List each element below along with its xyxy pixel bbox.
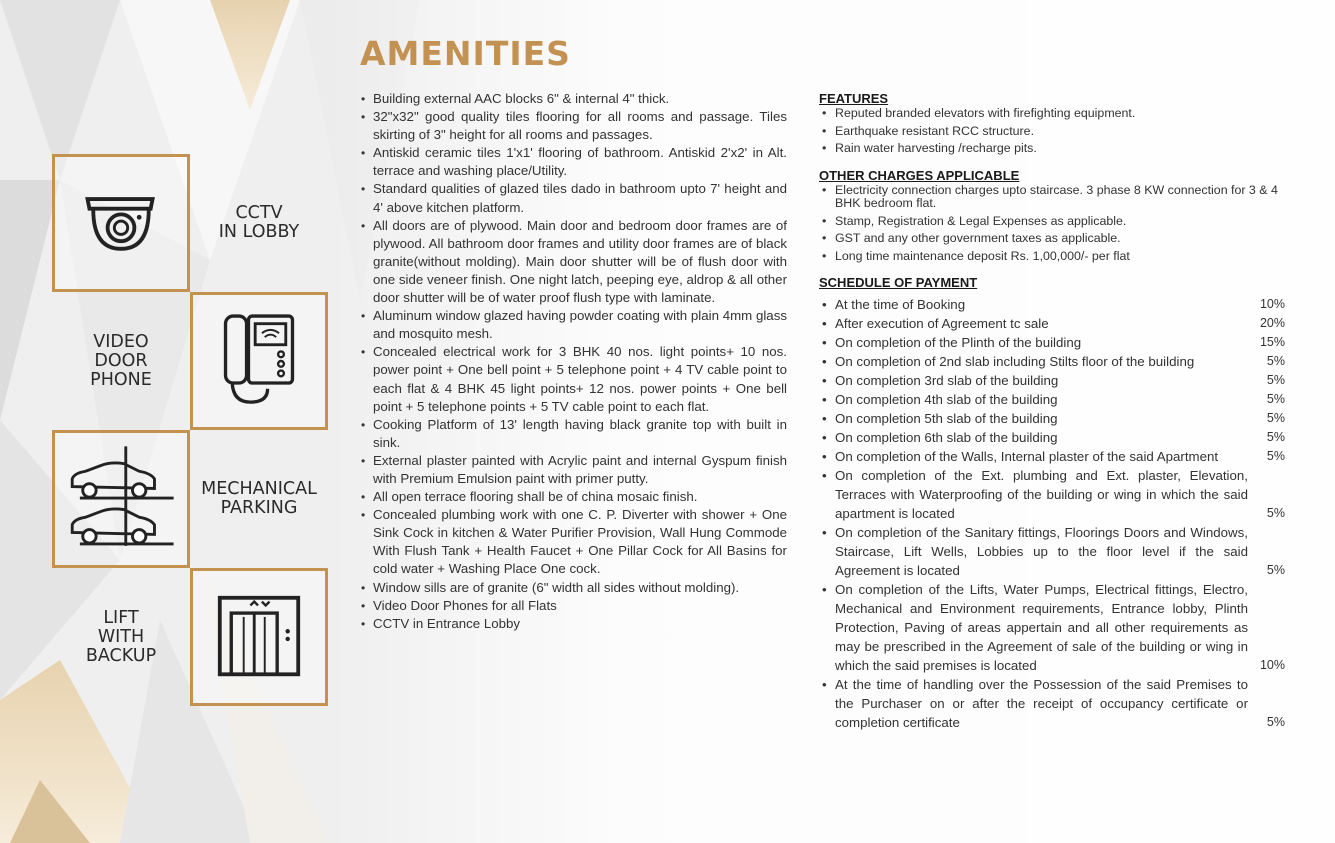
payment-row bbox=[819, 352, 1285, 371]
amenity-item: • Standard qualities of glazed tiles dado in bathroom upto 7' height and 4' above kitchen platform. bbox=[361, 180, 787, 216]
right-column bbox=[819, 91, 1285, 732]
charge-item: • Long time maintenance deposit Rs. 1,00,000/- per flat bbox=[819, 250, 1285, 264]
amenities-list bbox=[361, 90, 787, 633]
charge-item: • Stamp, Registration & Legal Expenses as applicable. bbox=[819, 215, 1285, 229]
payment-stage: • On completion of 2nd slab including Stilts floor of the building bbox=[835, 354, 1195, 369]
payment-stage: • On completion of the Walls, Internal plaster of the said Apartment bbox=[835, 449, 1219, 464]
payment-row bbox=[819, 333, 1285, 352]
video-door-phone-icon bbox=[193, 295, 325, 427]
payment-stage: • On completion of the Plinth of the building bbox=[835, 335, 1082, 350]
tile-label-video-door-phone: VIDEO DOOR PHONE bbox=[90, 331, 152, 390]
payment-schedule-heading: SCHEDULE OF PAYMENT bbox=[819, 275, 978, 290]
page-title: AMENITIES bbox=[360, 34, 571, 73]
mechanical-parking-tile bbox=[52, 430, 190, 568]
tile-label-cctv: CCTV IN LOBBY bbox=[218, 203, 300, 242]
cctv-tile bbox=[52, 154, 190, 292]
payment-row bbox=[819, 314, 1285, 333]
payment-percent: 20% bbox=[1259, 316, 1285, 330]
cctv-camera-icon bbox=[55, 157, 187, 289]
amenity-item: • External plaster painted with Acrylic paint and internal Gyspum finish with Premium Emulsion paint with primer putty. bbox=[361, 452, 787, 488]
amenity-item: • Aluminum window glazed having powder coating with plain 4mm glass and mosquito mesh. bbox=[361, 307, 787, 343]
payment-stage: • On completion 4th slab of the building bbox=[835, 392, 1058, 407]
payment-percent: 5% bbox=[1266, 506, 1285, 520]
amenity-item: • Antiskid ceramic tiles 1'x1' flooring of bathroom. Antiskid 2'x2' in Alt. terrace and washing place/Utility. bbox=[361, 144, 787, 180]
payment-percent: 5% bbox=[1266, 392, 1285, 406]
video-door-phone-tile bbox=[190, 292, 328, 430]
features-list bbox=[819, 107, 1285, 156]
payment-row bbox=[819, 371, 1285, 390]
other-charges-list bbox=[819, 184, 1285, 264]
payment-row bbox=[819, 390, 1285, 409]
payment-percent: 10% bbox=[1259, 658, 1285, 672]
payment-percent: 15% bbox=[1259, 335, 1285, 349]
payment-row bbox=[819, 428, 1285, 447]
amenity-item: • Building external AAC blocks 6" & internal 4" thick. bbox=[361, 90, 787, 108]
amenity-item: • Cooking Platform of 13' length having black granite top with built in sink. bbox=[361, 416, 787, 452]
payment-row bbox=[819, 409, 1285, 428]
payment-stage: • On completion of the Sanitary fittings, Floorings Doors and Windows, Staircase, Lift Wells, Lobbies up to the floor level if the said Agreement is located bbox=[835, 525, 1248, 578]
amenity-item: • Video Door Phones for all Flats bbox=[361, 597, 787, 615]
lift-tile bbox=[190, 568, 328, 706]
payment-percent: 5% bbox=[1266, 354, 1285, 368]
other-charges-heading: OTHER CHARGES APPLICABLE bbox=[819, 167, 1020, 183]
elevator-icon bbox=[193, 571, 325, 703]
amenity-item: • Window sills are of granite (6" width all sides without molding). bbox=[361, 579, 787, 597]
feature-item: • Reputed branded elevators with firefighting equipment. bbox=[819, 107, 1285, 121]
video-door-phone-label-tile bbox=[52, 292, 190, 430]
payment-stage: • On completion of the Ext. plumbing and Ext. plaster, Elevation, Terraces with Waterproofing of the building or wing in which the said apartment is located bbox=[835, 468, 1248, 521]
payment-stage: • After execution of Agreement tc sale bbox=[835, 316, 1049, 331]
payment-stage: • On completion 6th slab of the building bbox=[835, 430, 1058, 445]
payment-percent: 5% bbox=[1266, 411, 1285, 425]
payment-percent: 5% bbox=[1266, 430, 1285, 444]
charge-item: • GST and any other government taxes as applicable. bbox=[819, 232, 1285, 246]
amenity-item: • All doors are of plywood. Main door and bedroom door frames are of plywood. All bathroom door frames and utility door frames are of black granite(without molding). Main door shutter will be of flush door with one side veneer finish. One night latch, peeping eye, aldrop & all other door shutter will be of water proof flush type with laminate. bbox=[361, 217, 787, 307]
payment-stage: • On completion 5th slab of the building bbox=[835, 411, 1058, 426]
car-parking-icon bbox=[55, 433, 187, 565]
payment-row bbox=[819, 295, 1285, 314]
payment-row bbox=[819, 523, 1285, 580]
charge-item: • Electricity connection charges upto staircase. 3 phase 8 KW connection for 3 & 4 BHK bedroom flat. bbox=[819, 184, 1285, 211]
payment-stage: • On completion 3rd slab of the building bbox=[835, 373, 1059, 388]
feature-item: • Rain water harvesting /recharge pits. bbox=[819, 142, 1285, 156]
mechanical-parking-label-tile bbox=[190, 430, 328, 568]
amenity-item: • Concealed plumbing work with one C. P. Diverter with shower + One Sink Cock in kitchen & Water Purifier Provision, Wall Hung Commode With Flush Tank + Health Faucet + One Pillar Cock for All Basins for cold water + Washing Place One cock. bbox=[361, 506, 787, 578]
lift-label-tile bbox=[52, 568, 190, 706]
payment-row bbox=[819, 580, 1285, 675]
payment-stage: • At the time of Booking bbox=[835, 297, 966, 312]
payment-row bbox=[819, 466, 1285, 523]
tile-label-lift: LIFT WITH BACKUP bbox=[85, 607, 157, 666]
payment-percent: 10% bbox=[1259, 297, 1285, 311]
amenity-item: • All open terrace flooring shall be of china mosaic finish. bbox=[361, 488, 787, 506]
cctv-label-tile bbox=[190, 154, 328, 292]
payment-percent: 5% bbox=[1266, 715, 1285, 729]
payment-schedule-list bbox=[819, 295, 1285, 732]
payment-row bbox=[819, 675, 1285, 732]
amenity-item: • Concealed electrical work for 3 BHK 40 nos. light points+ 10 nos. power point + One bell point + 5 telephone point + 4 TV cable point to each flat & 4 BHK 45 light points+ 12 nos. power points + One bell point + 5 telephone points + 5 TV cable point to each flat. bbox=[361, 343, 787, 415]
features-heading: FEATURES bbox=[819, 91, 889, 106]
tile-label-mechanical-parking: MECHANICAL PARKING bbox=[201, 479, 317, 518]
payment-percent: 5% bbox=[1266, 449, 1285, 463]
feature-item: • Earthquake resistant RCC structure. bbox=[819, 125, 1285, 139]
payment-row bbox=[819, 447, 1285, 466]
payment-stage: • On completion of the Lifts, Water Pumps, Electrical fittings, Electro, Mechanical and Environment requirements, Entrance lobby, Plinth Protection, Paving of areas appertain and all other requirements as may be prescribed in the Agreement of sale of the building or wing in which the said premises is located bbox=[835, 582, 1248, 673]
amenity-item: • CCTV in Entrance Lobby bbox=[361, 615, 787, 633]
payment-percent: 5% bbox=[1266, 373, 1285, 387]
payment-percent: 5% bbox=[1266, 563, 1285, 577]
amenity-item: • 32"x32" good quality tiles flooring for all rooms and passage. Tiles skirting of 3" height for all rooms and passages. bbox=[361, 108, 787, 144]
payment-stage: • At the time of handling over the Possession of the said Premises to the Purchaser on or after the receipt of occupancy certificate or completion certificate bbox=[835, 677, 1248, 730]
